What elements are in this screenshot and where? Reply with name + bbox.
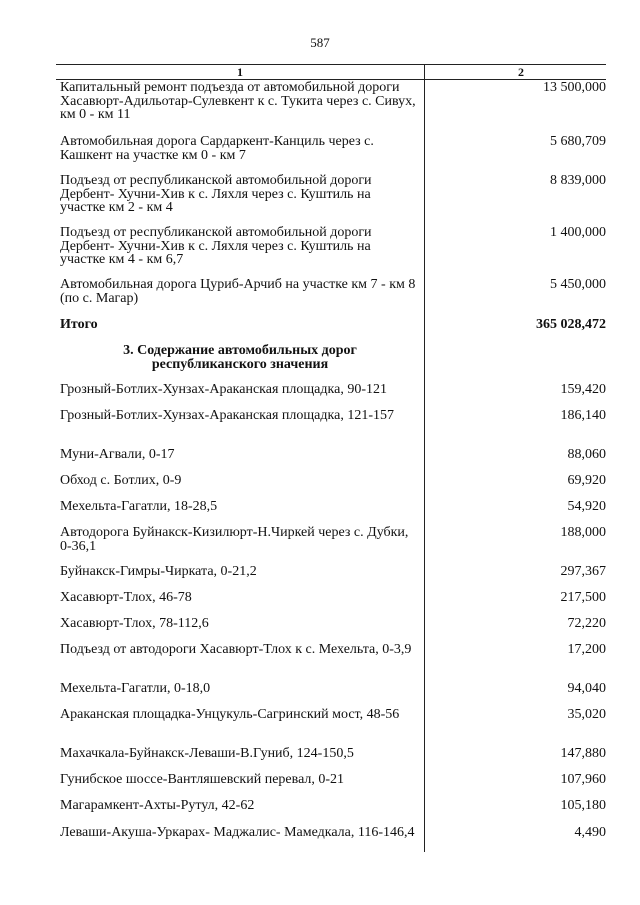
table-header	[56, 64, 606, 80]
road-name: Хасавюрт-Тлох, 78-112,6	[60, 616, 209, 631]
header-col-2: 2	[518, 65, 524, 79]
amount: 159,420	[560, 382, 606, 397]
amount: 69,920	[567, 473, 606, 488]
road-name: Обход с. Ботлих, 0-9	[60, 473, 182, 488]
section-title-line-2: республиканского значения	[151, 356, 329, 372]
road-name: Араканская площадка-Унцукуль-Сагринский мост, 48-56	[60, 707, 400, 722]
road-name: Буйнакск-Гимры-Чирката, 0-21,2	[60, 564, 257, 579]
road-name: Капитальный ремонт подъезда от автомобильной дороги Хасавюрт-Адильотар-Сулевкент к с. Тукита через с. Сивух, км 0 - км 11	[60, 80, 416, 122]
road-name: Леваши-Акуша-Уркарах- Маджалис- Мамедкала, 116-146,4	[60, 825, 415, 840]
road-name: Автомобильная дорога Сардаркент-Канциль через с. Кашкент на участке км 0 - км 7	[60, 134, 374, 163]
page-number: 587	[310, 35, 330, 50]
table-row	[56, 826, 606, 840]
road-name: Мехельта-Гагатли, 18-28,5	[60, 499, 218, 514]
total-row	[56, 318, 606, 332]
road-name: Магарамкент-Ахты-Рутул, 42-62	[60, 798, 255, 813]
amount: 217,500	[560, 590, 606, 605]
table-row	[56, 383, 606, 397]
amount: 5 450,000	[550, 277, 606, 292]
table-row	[56, 591, 606, 605]
table-row	[56, 409, 606, 423]
amount: 186,140	[560, 408, 606, 423]
amount: 54,920	[567, 499, 606, 514]
table-row	[56, 747, 606, 761]
amount: 17,200	[567, 642, 606, 657]
table-row	[56, 174, 606, 215]
amount: 105,180	[560, 798, 606, 813]
road-name: Грозный-Ботлих-Хунзах-Араканская площадка, 90-121	[60, 382, 387, 397]
amount: 1 400,000	[550, 225, 606, 240]
table-row	[56, 708, 606, 722]
amount: 147,880	[560, 746, 606, 761]
table-row	[56, 799, 606, 813]
road-name: Подъезд от автодороги Хасавюрт-Тлох к с. Мехельта, 0-3,9	[60, 642, 412, 657]
amount: 8 839,000	[550, 173, 606, 188]
table-row	[56, 278, 606, 305]
budget-table	[56, 64, 606, 840]
amount: 4,490	[574, 825, 606, 840]
road-name: Автодорога Буйнакск-Кизилюрт-Н.Чиркей через с. Дубки, 0-36,1	[60, 525, 409, 554]
section-title	[56, 344, 424, 371]
table-row	[56, 643, 606, 657]
table-row	[56, 81, 606, 122]
road-name: Муни-Агвали, 0-17	[60, 447, 175, 462]
amount: 94,040	[567, 681, 606, 696]
road-name: Махачкала-Буйнакск-Леваши-В.Гуниб, 124-150,5	[60, 746, 354, 761]
amount: 88,060	[567, 447, 606, 462]
road-name: Автомобильная дорога Цуриб-Арчиб на участке км 7 - км 8 (по с. Магар)	[60, 277, 416, 306]
total-value: 365 028,472	[536, 317, 606, 332]
amount: 297,367	[560, 564, 606, 579]
table-row	[56, 682, 606, 696]
table-row	[56, 474, 606, 488]
amount: 72,220	[567, 616, 606, 631]
header-col-1: 1	[237, 65, 243, 79]
table-row	[56, 135, 606, 162]
table-row	[56, 617, 606, 631]
table-row	[56, 226, 606, 267]
table-row	[56, 526, 606, 553]
amount: 35,020	[567, 707, 606, 722]
table-row	[56, 565, 606, 579]
road-name: Грозный-Ботлих-Хунзах-Араканская площадка, 121-157	[60, 408, 394, 423]
section-title-line-1: 3. Содержание автомобильных дорог	[123, 343, 357, 358]
road-name: Мехельта-Гагатли, 0-18,0	[60, 681, 211, 696]
road-name: Подъезд от республиканской автомобильной дороги Дербент- Хучни-Хив к с. Ляхля через с. Куштиль на участке км 4 - км 6,7	[60, 225, 372, 267]
road-name: Подъезд от республиканской автомобильной дороги Дербент- Хучни-Хив к с. Ляхля через с. Куштиль на участке км 2 - км 4	[60, 173, 372, 215]
table-row	[56, 448, 606, 462]
table-row	[56, 773, 606, 787]
road-name: Гунибское шоссе-Вантляшевский перевал, 0-21	[60, 772, 345, 787]
total-label: Итого	[60, 317, 98, 332]
amount: 188,000	[560, 525, 606, 540]
amount: 107,960	[560, 772, 606, 787]
table-row	[56, 500, 606, 514]
amount: 5 680,709	[550, 134, 606, 149]
amount: 13 500,000	[543, 80, 606, 95]
road-name: Хасавюрт-Тлох, 46-78	[60, 590, 192, 605]
